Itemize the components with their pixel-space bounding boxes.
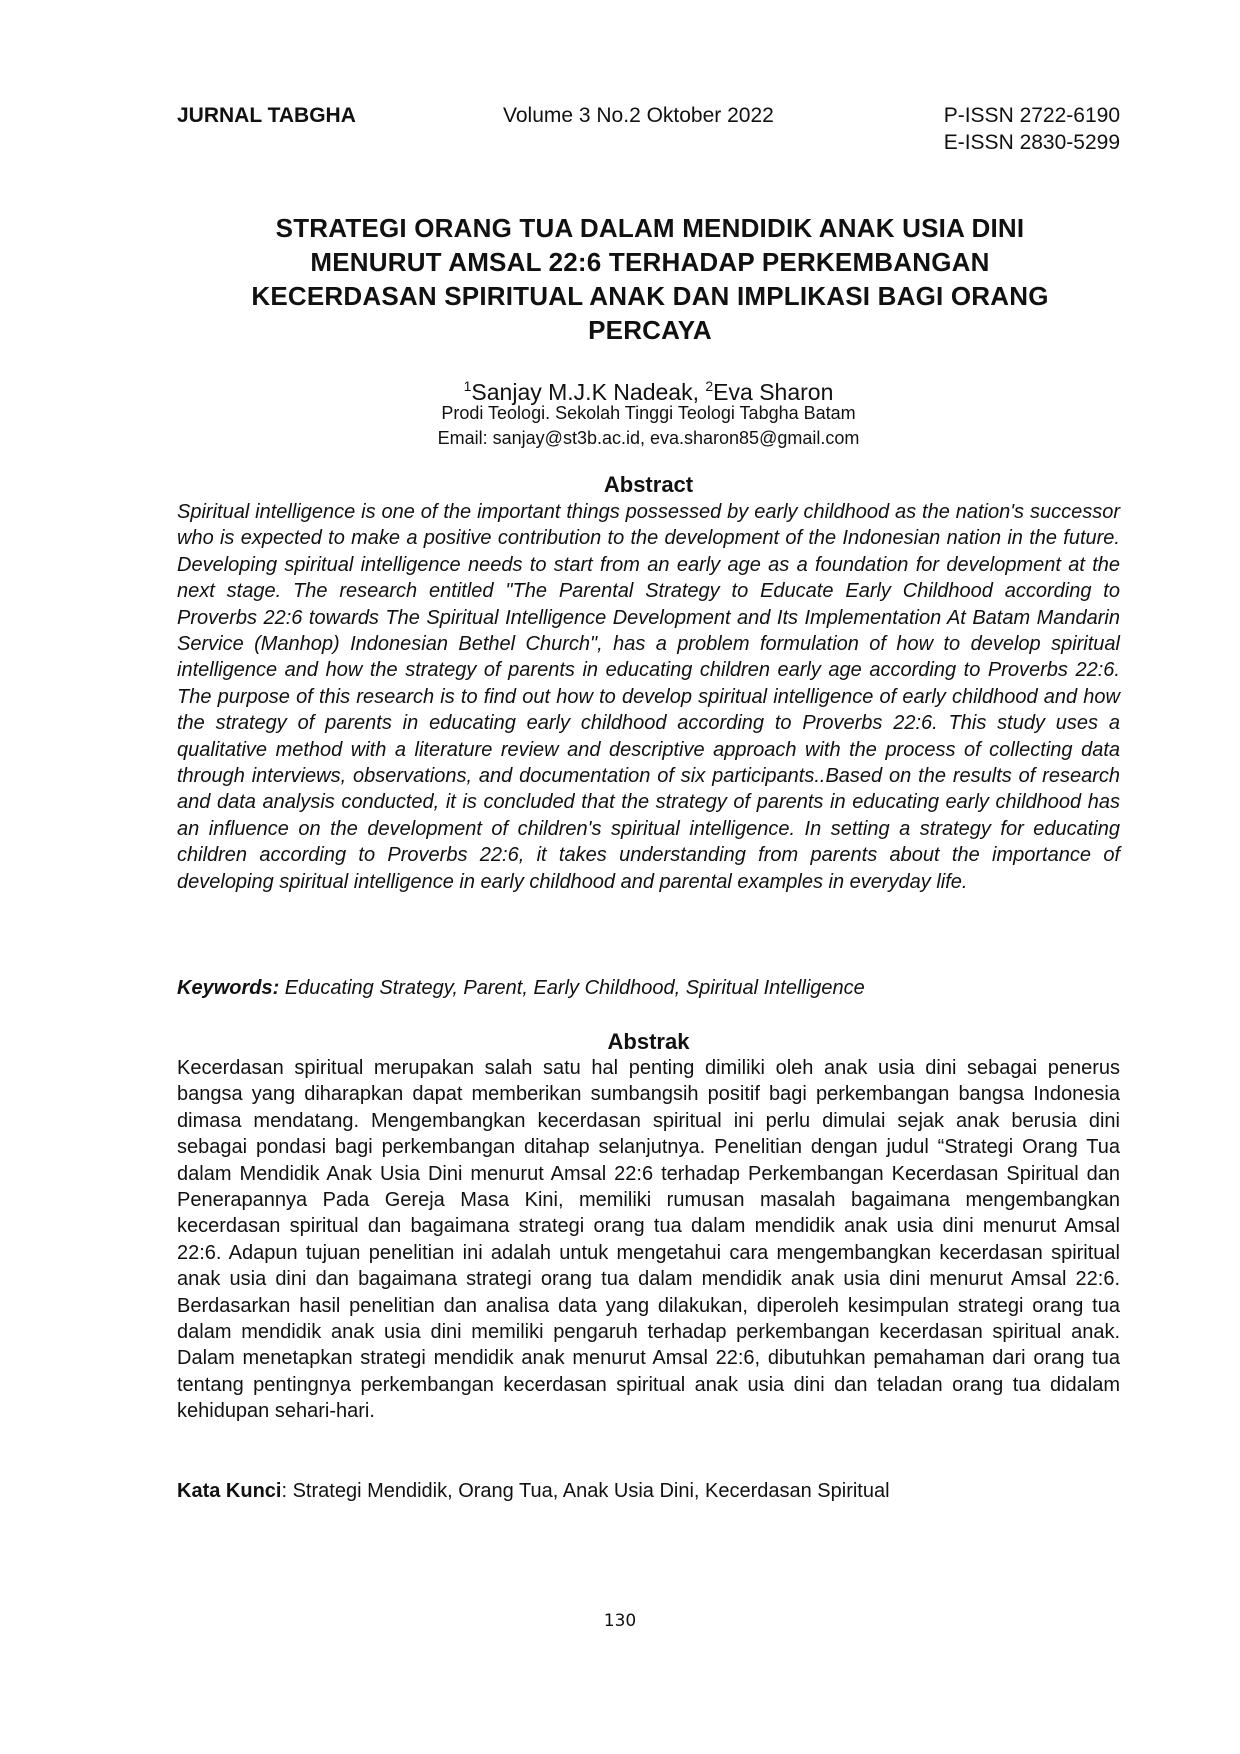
author-affiliation: Prodi Teologi. Sekolah Tinggi Teologi Tabgha Batam — [441, 403, 856, 423]
page-number: 130 — [603, 1611, 637, 1631]
journal-name: JURNAL TABGHA — [177, 104, 356, 127]
paper-title — [180, 211, 1120, 347]
journal-header — [177, 102, 1120, 162]
kata-kunci-list: : Strategi Mendidik, Orang Tua, Anak Usia Dini, Kecerdasan Spiritual — [281, 1480, 890, 1502]
abstract-keywords — [177, 975, 1120, 1001]
print-issn: P-ISSN 2722-6190 — [943, 104, 1120, 127]
title-line: KECERDASAN SPIRITUAL ANAK DAN IMPLIKASI BAGI ORANG — [251, 281, 1049, 311]
author-superscript: 1 — [463, 378, 472, 394]
abstrak-heading: Abstrak — [607, 1029, 690, 1054]
abstract-body: Spiritual intelligence is one of the important things possessed by early childhood as the nation's successor who is expected to make a positive contribution to the development of the Indonesian nation in the future. Developing spiritual intelligence needs to start from an early age as a foundation for development at the next stage. The research entitled "The Parental Strategy to Educate Early Childhood according to Proverbs 22:6 towards The Spiritual Intelligence Development and Its Implementation At Batam Mandarin Service (Manhop) Indonesian Bethel Church", has a problem formulation of how to develop spiritual intelligence and how the strategy of parents in educating children early age according to Proverbs 22:6. The purpose of this research is to find out how to develop spiritual intelligence of early childhood and how the strategy of parents in educating early childhood according to Proverbs 22:6. This study uses a qualitative method with a literature review and descriptive approach with the process of collecting data through interviews, observations, and documentation of six participants..Based on the results of research and data analysis conducted, it is concluded that the strategy of parents in educating early childhood has an influence on the development of children's spiritual intelligence. In setting a strategy for educating children according to Proverbs 22:6, it takes understanding from parents about the importance of developing spiritual intelligence in early childhood and parental examples in everyday life. — [177, 501, 1120, 893]
author-name: Sanjay M.J.K Nadeak, — [471, 379, 706, 405]
keywords-list: Educating Strategy, Parent, Early Childhood, Spiritual Intelligence — [279, 977, 865, 999]
author-name: Eva Sharon — [713, 379, 834, 405]
title-line: MENURUT AMSAL 22:6 TERHADAP PERKEMBANGAN — [310, 247, 990, 277]
abstract-heading: Abstract — [603, 472, 694, 497]
title-line: PERCAYA — [588, 315, 712, 345]
author-superscript: 2 — [705, 378, 714, 394]
author-email: Email: sanjay@st3b.ac.id, eva.sharon85@gmail.com — [437, 428, 860, 448]
title-line: STRATEGI ORANG TUA DALAM MENDIDIK ANAK USIA DINI — [275, 213, 1025, 243]
journal-issn — [944, 102, 1120, 156]
abstrak-keywords — [177, 1478, 1120, 1504]
kata-kunci-label: Kata Kunci — [177, 1480, 282, 1502]
keywords-label: Keywords: — [177, 977, 280, 999]
journal-volume: Volume 3 No.2 Oktober 2022 — [503, 104, 774, 127]
electronic-issn: E-ISSN 2830-5299 — [943, 131, 1120, 154]
abstrak-body: Kecerdasan spiritual merupakan salah satu hal penting dimiliki oleh anak usia dini sebagai penerus bangsa yang diharapkan dapat memberikan sumbangsih positif bagi perkembangan bangsa Indonesia dimasa mendatang. Mengembangkan kecerdasan spiritual ini perlu dimulai sejak anak berusia dini sebagai pondasi bagi perkembangan ditahap selanjutnya. Penelitian dengan judul “Strategi Orang Tua dalam Mendidik Anak Usia Dini menurut Amsal 22:6 terhadap Perkembangan Kecerdasan Spiritual dan Penerapannya Pada Gereja Masa Kini, memiliki rumusan masalah bagaimana mengembangkan kecerdasan spiritual dan bagaimana strategi orang tua dalam mendidik anak usia dini menurut Amsal 22:6. Adapun tujuan penelitian ini adalah untuk mengetahui cara mengembangkan kecerdasan spiritual anak usia dini dan bagaimana strategi orang tua dalam mendidik anak usia dini menurut Amsal 22:6. Berdasarkan hasil penelitian dan analisa data yang dilakukan, diperoleh kesimpulan strategi orang tua dalam mendidik anak usia dini memiliki pengaruh terhadap perkembangan kecerdasan spiritual anak. Dalam menetapkan strategi mendidik anak menurut Amsal 22:6, dibutuhkan pemahaman dari orang tua tentang pentingnya perkembangan kecerdasan spiritual anak usia dini dan teladan orang tua didalam kehidupan sehari-hari. — [177, 1057, 1120, 1423]
